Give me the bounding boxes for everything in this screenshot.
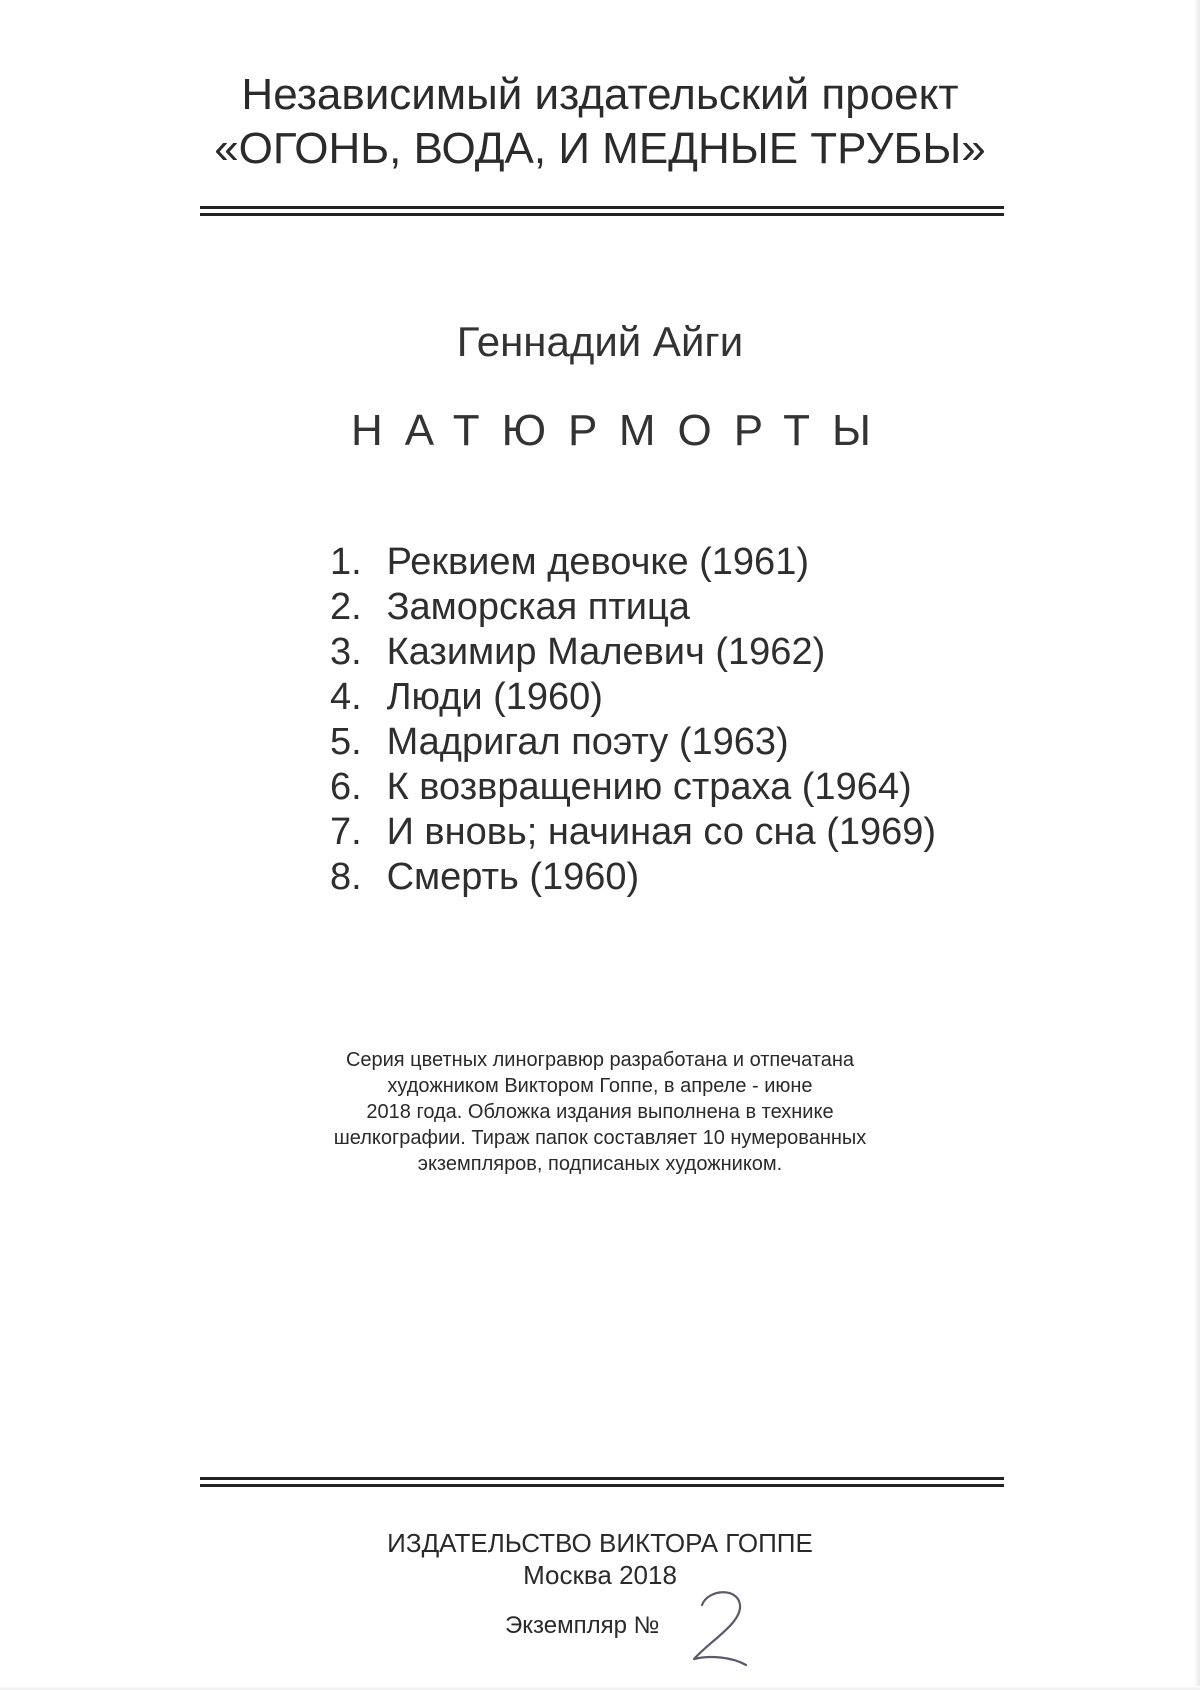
project-name-line-1: Независимый издательский проект <box>241 70 959 119</box>
colophon-line: 2018 года. Обложка издания выполнена в технике <box>366 1101 834 1123</box>
exemplar-label-text: Экземпляр № <box>505 1612 660 1639</box>
colophon-line: экземпляров, подписаных художником. <box>417 1153 783 1175</box>
bottom-double-rule <box>200 1477 1004 1487</box>
colophon-line: шелкографии. Тираж папок составляет 10 нумерованных <box>333 1127 867 1149</box>
project-header <box>0 68 1200 176</box>
top-double-rule <box>200 206 1004 216</box>
colophon-line: Серия цветных линогравюр разработана и отпечатана <box>345 1049 855 1071</box>
exemplar-label-real <box>505 1612 659 1640</box>
contents-item-number: 2. <box>330 586 362 628</box>
contents-item-number: 6. <box>330 766 362 808</box>
project-name-line-2: «ОГОНЬ, ВОДА, И МЕДНЫЕ ТРУБЫ» <box>214 124 986 173</box>
contents-item-title: Люди (1960) <box>386 676 603 718</box>
contents-item-title: И вновь; начиная со сна (1969) <box>386 811 937 853</box>
exemplar-number-real <box>680 1583 760 1673</box>
contents-item-number: 3. <box>330 631 362 673</box>
contents-item <box>330 585 936 630</box>
contents-item-title: К возвращению страха (1964) <box>386 766 912 808</box>
author-name: Геннадий Айги <box>456 318 744 365</box>
page-edge-right <box>1194 0 1200 1690</box>
contents-item <box>330 540 936 585</box>
publisher-name: ИЗДАТЕЛЬСТВО ВИКТОРА ГОППЕ <box>387 1528 813 1558</box>
contents-item-number: 5. <box>330 721 362 763</box>
contents-item <box>330 675 936 720</box>
contents-item <box>330 720 936 765</box>
handwritten-number-2 <box>680 1583 760 1673</box>
colophon <box>0 1047 1200 1177</box>
contents-item <box>330 810 936 855</box>
contents-item <box>330 765 936 810</box>
contents-item-number: 8. <box>330 856 362 898</box>
page-edge-bottom <box>0 1686 1200 1690</box>
contents-item <box>330 630 936 675</box>
contents-item-title: Мадригал поэту (1963) <box>386 721 789 763</box>
publisher-block <box>0 1527 1200 1591</box>
contents-item <box>330 855 936 900</box>
contents-item-title: Заморская птица <box>386 586 690 628</box>
contents-list <box>330 540 936 900</box>
contents-item-number: 7. <box>330 811 362 853</box>
contents-item-title: Смерть (1960) <box>386 856 640 898</box>
copy-number-value <box>505 1600 506 1601</box>
contents-item-title: Казимир Малевич (1962) <box>386 631 826 673</box>
contents-item-title: Реквием девочке (1961) <box>386 541 809 583</box>
book-title: НАТЮРМОРТЫ <box>351 406 893 455</box>
contents-item-number: 1. <box>330 541 362 583</box>
colophon-line: художником Виктором Гоппе, в апреле - июне <box>387 1075 813 1097</box>
publication-place-year: Москва 2018 <box>523 1560 677 1590</box>
contents-item-number: 4. <box>330 676 362 718</box>
